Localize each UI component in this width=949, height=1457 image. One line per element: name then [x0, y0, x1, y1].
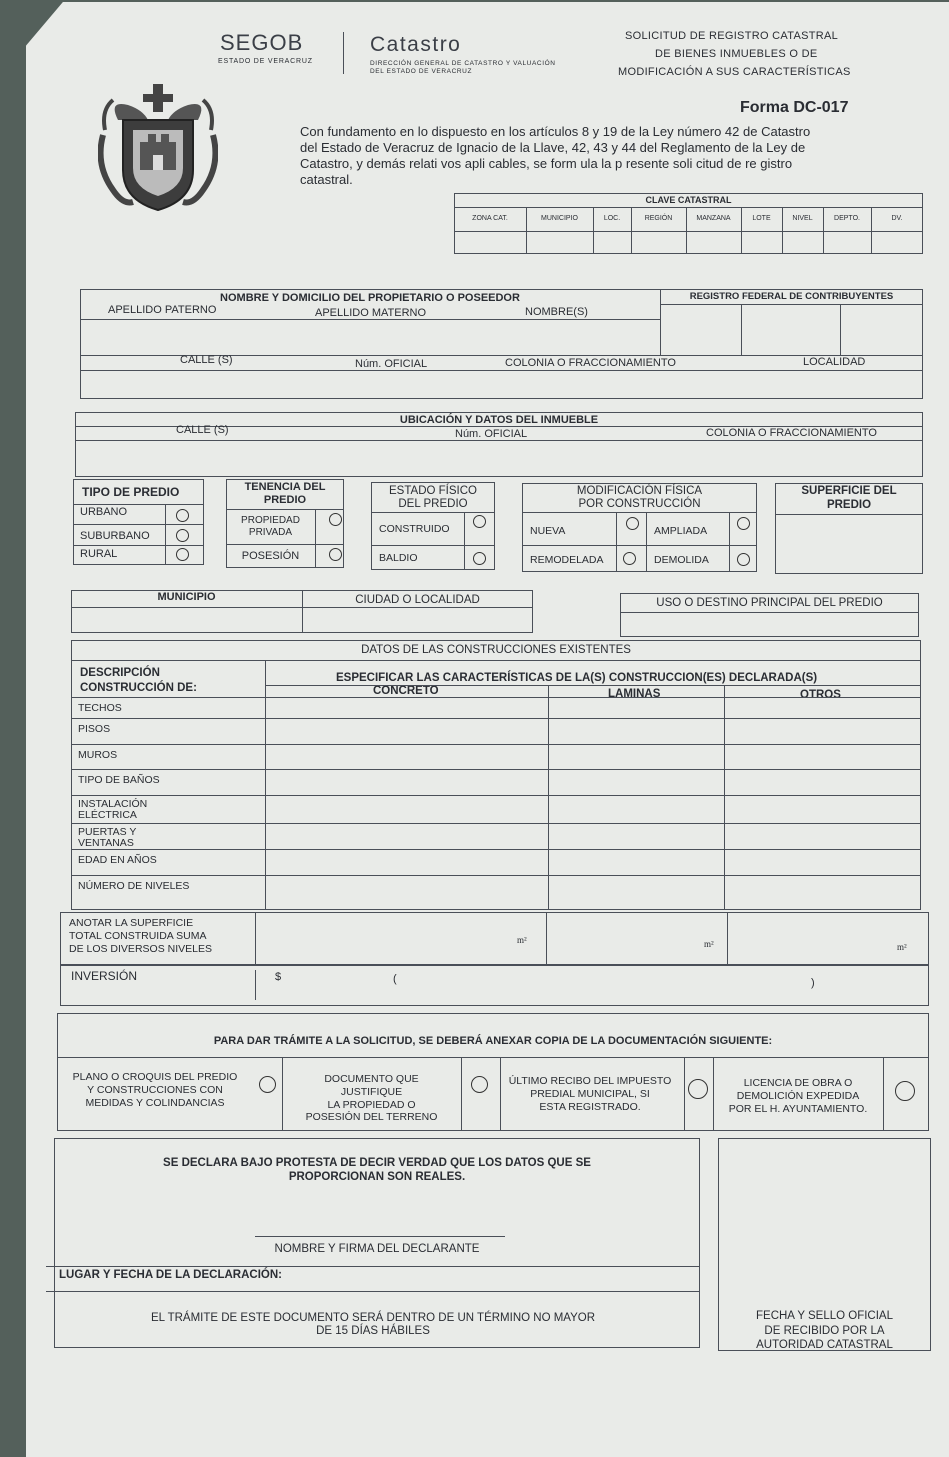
mod-remodelada-label: REMODELADA	[530, 554, 604, 566]
form-title-line2: DE BIENES INMUEBLES O DE	[655, 48, 818, 60]
inversion-dollar: $	[275, 971, 282, 983]
cell-laminas[interactable]	[550, 745, 723, 768]
uso-label: USO O DESTINO PRINCIPAL DEL PREDIO	[656, 597, 883, 609]
construccion-row-label: VENTANAS	[78, 837, 134, 849]
inversion-paren-close: )	[811, 977, 815, 989]
cell-otros[interactable]	[726, 745, 920, 768]
protesta-line-2: PROPORCIONAN SON REALES.	[288, 1171, 466, 1183]
cell-otros[interactable]	[726, 770, 920, 794]
clave-col-label: DEPTO.	[834, 215, 860, 222]
clave-col-label: MUNICIPIO	[541, 215, 578, 222]
ubicacion-calle-label: CALLE (S)	[176, 424, 229, 436]
tenencia-title-1: TENENCIA DEL	[244, 481, 326, 493]
apellido-paterno-label: APELLIDO PATERNO	[108, 304, 217, 316]
clave-col-label: LOC.	[603, 215, 621, 222]
firma-label: NOMBRE Y FIRMA DEL DECLARANTE	[274, 1243, 480, 1255]
clave-col-input[interactable]	[783, 232, 822, 253]
modificacion-title-1: MODIFICACIÓN FÍSICA	[576, 485, 703, 497]
doc1-line-1: PLANO O CROQUIS DEL PREDIO	[72, 1071, 238, 1083]
superficie-laminas-input[interactable]	[548, 914, 726, 963]
cell-concreto[interactable]	[267, 824, 547, 848]
catastro-logo-text: Catastro	[370, 33, 462, 56]
mod-demolida-label: DEMOLIDA	[654, 554, 709, 566]
cell-otros[interactable]	[726, 719, 920, 743]
mod-ampliada-label: AMPLIADA	[654, 525, 708, 537]
construccion-row-label: INSTALACIÓN	[78, 798, 148, 810]
ciudad-label: CIUDAD O LOCALIDAD	[355, 594, 480, 606]
catastro-subtitle-2: DEL ESTADO DE VERACRUZ	[370, 68, 473, 75]
segob-logo-text: SEGOB	[220, 30, 304, 55]
doc2-line-3: LA PROPIEDAD O	[327, 1099, 416, 1111]
construccion-row-label: TECHOS	[78, 702, 122, 714]
sello-line-2: DE RECIBIDO POR LA	[764, 1325, 885, 1337]
clave-col-input[interactable]	[872, 232, 922, 253]
cell-otros[interactable]	[726, 850, 920, 874]
cell-concreto[interactable]	[267, 745, 547, 768]
tenencia-privada-label: PRIVADA	[248, 527, 293, 538]
estado-title-1: ESTADO FÍSICO	[389, 485, 477, 497]
doc4-line-2: DEMOLICIÓN EXPEDIDA	[736, 1090, 860, 1102]
clave-col-label: LOTE	[752, 215, 771, 222]
tenencia-title-2: PREDIO	[263, 494, 307, 506]
apellido-materno-label: APELLIDO MATERNO	[315, 307, 427, 319]
cell-laminas[interactable]	[550, 770, 723, 794]
tipo-suburbano-radio[interactable]	[176, 529, 189, 542]
cell-concreto[interactable]	[267, 876, 547, 909]
construccion-row-label: NÚMERO DE NIVELES	[78, 880, 190, 892]
mod-nueva-radio[interactable]	[626, 517, 639, 530]
municipio-label: MUNICIPIO	[157, 591, 216, 603]
tenencia-propiedad-label: PROPIEDAD	[241, 515, 300, 526]
doc4-line-1: LICENCIA DE OBRA O	[743, 1077, 853, 1089]
superficie-title-2: PREDIO	[826, 499, 872, 511]
documentacion-title: PARA DAR TRÁMITE A LA SOLICITUD, SE DEBERÁ ANEXAR COPIA DE LA DOCUMENTACIÓN SIGUIENTE:	[213, 1035, 773, 1047]
clave-col-input[interactable]	[455, 232, 525, 253]
municipio-input[interactable]	[73, 608, 301, 632]
firma-line[interactable]	[255, 1236, 505, 1237]
doc3-line-2: PREDIAL MUNICIPAL, SI	[530, 1088, 650, 1100]
intro-line-1: Con fundamento en lo dispuesto en los artículos 8 y 19 de la Ley número 42 de Catastro	[300, 124, 811, 139]
doc3-line-1: ÚLTIMO RECIBO DEL IMPUESTO	[508, 1075, 672, 1087]
cell-otros[interactable]	[726, 698, 920, 717]
owner-title: NOMBRE Y DOMICILIO DEL PROPIETARIO O POSEEDOR	[220, 292, 520, 304]
cell-laminas[interactable]	[550, 850, 723, 874]
m2-unit-3: m²	[897, 942, 907, 952]
estado-baldio-label: BALDIO	[379, 552, 418, 564]
cell-laminas[interactable]	[550, 698, 723, 717]
inversion-label: INVERSIÓN	[71, 969, 138, 983]
construccion-row-label: PISOS	[78, 723, 111, 735]
estado-baldio-radio[interactable]	[473, 552, 486, 565]
tramite-line-2: DE 15 DÍAS HÁBILES	[316, 1325, 430, 1337]
doc2-line-2: JUSTIFIQUE	[340, 1086, 403, 1098]
construcciones-title: DATOS DE LAS CONSTRUCCIONES EXISTENTES	[361, 644, 631, 656]
col-otros: OTROS	[800, 689, 841, 701]
owner-calle-label: CALLE (S)	[180, 354, 233, 366]
cell-laminas[interactable]	[550, 824, 723, 848]
sello-line-3: AUTORIDAD CATASTRAL	[756, 1339, 893, 1351]
owner-name-input[interactable]	[82, 320, 658, 353]
doc3-line-3: ESTA REGISTRADO.	[539, 1101, 641, 1113]
mod-demolida-radio[interactable]	[737, 553, 750, 566]
doc1-line-3: MEDIDAS Y COLINDANCIAS	[85, 1097, 225, 1109]
cell-laminas[interactable]	[550, 796, 723, 822]
protesta-line-1: SE DECLARA BAJO PROTESTA DE DECIR VERDAD QUE LOS DATOS QUE SE	[163, 1157, 591, 1169]
clave-col-label: ZONA CAT.	[472, 215, 508, 222]
construccion-row-label: MUROS	[78, 749, 118, 761]
lugar-fecha-input[interactable]	[260, 1268, 695, 1290]
clave-col-input[interactable]	[742, 232, 781, 253]
estado-construido-label: CONSTRUIDO	[379, 523, 450, 535]
form-title-line1: SOLICITUD DE REGISTRO CATASTRAL	[625, 30, 839, 42]
tipo-rural-label: RURAL	[80, 548, 118, 560]
intro-line-3: Catastro, y demás relati vos apli cables, se form ula la p resente soli citud de re gistro	[300, 156, 793, 171]
especificar-label: ESPECIFICAR LAS CARACTERÍSTICAS DE LA(S) CONSTRUCCION(ES) DECLARADA(S)	[336, 672, 818, 684]
form-title-line3: MODIFICACIÓN A SUS CARACTERÍSTICAS	[618, 66, 851, 78]
lugar-fecha-label: LUGAR Y FECHA DE LA DECLARACIÓN:	[59, 1269, 282, 1281]
construccion-row-label: EDAD EN AÑOS	[78, 854, 157, 866]
clave-col-label: NIVEL	[792, 215, 813, 222]
estado-title-2: DEL PREDIO	[398, 498, 468, 510]
cell-concreto[interactable]	[267, 719, 547, 743]
cell-otros[interactable]	[726, 824, 920, 848]
tipo-urbano-label: URBANO	[80, 506, 128, 518]
mod-remodelada-radio[interactable]	[623, 552, 636, 565]
mod-ampliada-radio[interactable]	[737, 517, 750, 530]
construccion-row-label: PUERTAS Y	[78, 826, 137, 838]
mod-nueva-label: NUEVA	[530, 525, 566, 537]
tipo-rural-radio[interactable]	[176, 548, 189, 561]
intro-line-2: del Estado de Veracruz de Ignacio de la Llave, 42, 43 y 44 del Reglamento de la Ley de	[300, 140, 806, 155]
owner-localidad-label: LOCALIDAD	[803, 356, 866, 368]
form-id: Forma DC-017	[740, 99, 849, 116]
doc3-radio[interactable]	[688, 1079, 708, 1099]
tipo-urbano-radio[interactable]	[176, 509, 189, 522]
col-laminas: LAMINAS	[608, 688, 661, 700]
uso-input[interactable]	[622, 613, 918, 636]
modificacion-title-2: POR CONSTRUCCIÓN	[578, 498, 701, 510]
cell-concreto[interactable]	[267, 770, 547, 794]
m2-unit-1: m²	[517, 935, 527, 945]
sello-line-1: FECHA Y SELLO OFICIAL	[756, 1310, 893, 1322]
cell-otros[interactable]	[726, 876, 920, 909]
estado-construido-radio[interactable]	[473, 515, 486, 528]
m2-unit-2: m²	[704, 939, 714, 949]
ubicacion-input[interactable]	[77, 441, 921, 475]
rfc-title: REGISTRO FEDERAL DE CONTRIBUYENTES	[689, 291, 894, 302]
clave-col-label: DV.	[891, 215, 903, 222]
ubicacion-title: UBICACIÓN Y DATOS DEL INMUEBLE	[399, 414, 599, 426]
ubicacion-num-label: Núm. OFICIAL	[455, 428, 528, 440]
catastro-subtitle-1: DIRECCIÓN GENERAL DE CATASTRO Y VALUACIÓN	[370, 60, 556, 67]
cell-laminas[interactable]	[550, 876, 723, 909]
doc4-radio[interactable]	[895, 1081, 915, 1101]
construccion-de-label: CONSTRUCCIÓN DE:	[80, 682, 197, 694]
owner-num-label: Núm. OFICIAL	[355, 358, 428, 370]
tenencia-propiedad-radio[interactable]	[329, 513, 342, 526]
owner-colonia-label: COLONIA O FRACCIONAMIENTO	[505, 357, 676, 369]
inversion-paren-open: (	[393, 973, 397, 985]
clave-col-input[interactable]	[594, 232, 630, 253]
doc4-line-3: POR EL H. AYUNTAMIENTO.	[728, 1103, 868, 1115]
ubicacion-colonia-label: COLONIA O FRACCIONAMIENTO	[706, 427, 877, 439]
cell-concreto[interactable]	[267, 796, 547, 822]
segob-subtitle: ESTADO DE VERACRUZ	[218, 58, 313, 65]
descripcion-label: DESCRIPCIÓN	[80, 667, 160, 679]
anotar-line-2: TOTAL CONSTRUIDA SUMA	[69, 930, 207, 942]
construccion-row-label: ELÉCTRICA	[78, 809, 137, 821]
clave-col-input[interactable]	[824, 232, 870, 253]
tramite-line-1: EL TRÁMITE DE ESTE DOCUMENTO SERÁ DENTRO DE UN TÉRMINO NO MAYOR	[150, 1312, 596, 1324]
cell-concreto[interactable]	[267, 850, 547, 874]
superficie-title-1: SUPERFICIE DEL	[801, 485, 897, 497]
anotar-line-1: ANOTAR LA SUPERFICIE	[69, 917, 194, 929]
intro-line-4: catastral.	[300, 172, 353, 187]
doc1-radio[interactable]	[259, 1076, 276, 1093]
ciudad-input[interactable]	[304, 608, 532, 632]
doc1-line-2: Y CONSTRUCCIONES CON	[87, 1084, 223, 1096]
superficie-input[interactable]	[777, 515, 921, 572]
superficie-concreto-input[interactable]	[257, 914, 545, 963]
tenencia-posesion-radio[interactable]	[329, 548, 342, 561]
doc2-line-1: DOCUMENTO QUE	[324, 1073, 419, 1085]
tipo-predio-title: TIPO DE PREDIO	[82, 485, 180, 499]
anotar-line-3: DE LOS DIVERSOS NIVELES	[69, 943, 212, 955]
clave-col-input[interactable]	[632, 232, 685, 253]
doc2-radio[interactable]	[471, 1076, 488, 1093]
superficie-otros-input[interactable]	[729, 914, 928, 963]
clave-col-input[interactable]	[687, 232, 740, 253]
doc2-line-4: POSESIÓN DEL TERRENO	[305, 1111, 438, 1123]
cell-laminas[interactable]	[550, 719, 723, 743]
clave-col-label: MANZANA	[696, 215, 731, 222]
clave-col-label: REGIÓN	[644, 215, 673, 222]
construccion-row-label: TIPO DE BAÑOS	[78, 774, 160, 786]
cell-otros[interactable]	[726, 796, 920, 822]
veracruz-coat-of-arms-icon	[98, 80, 218, 215]
tipo-suburbano-label: SUBURBANO	[80, 530, 150, 542]
header-divider	[343, 32, 344, 74]
inversion-input[interactable]	[285, 968, 805, 1002]
clave-col-input[interactable]	[527, 232, 592, 253]
nombres-label: NOMBRE(S)	[525, 306, 588, 318]
clave-catastral-title: CLAVE CATASTRAL	[645, 195, 732, 205]
cell-concreto[interactable]	[267, 698, 547, 717]
owner-address-input[interactable]	[82, 371, 921, 397]
col-concreto: CONCRETO	[373, 685, 439, 697]
tenencia-posesion-label: POSESIÓN	[241, 550, 300, 562]
